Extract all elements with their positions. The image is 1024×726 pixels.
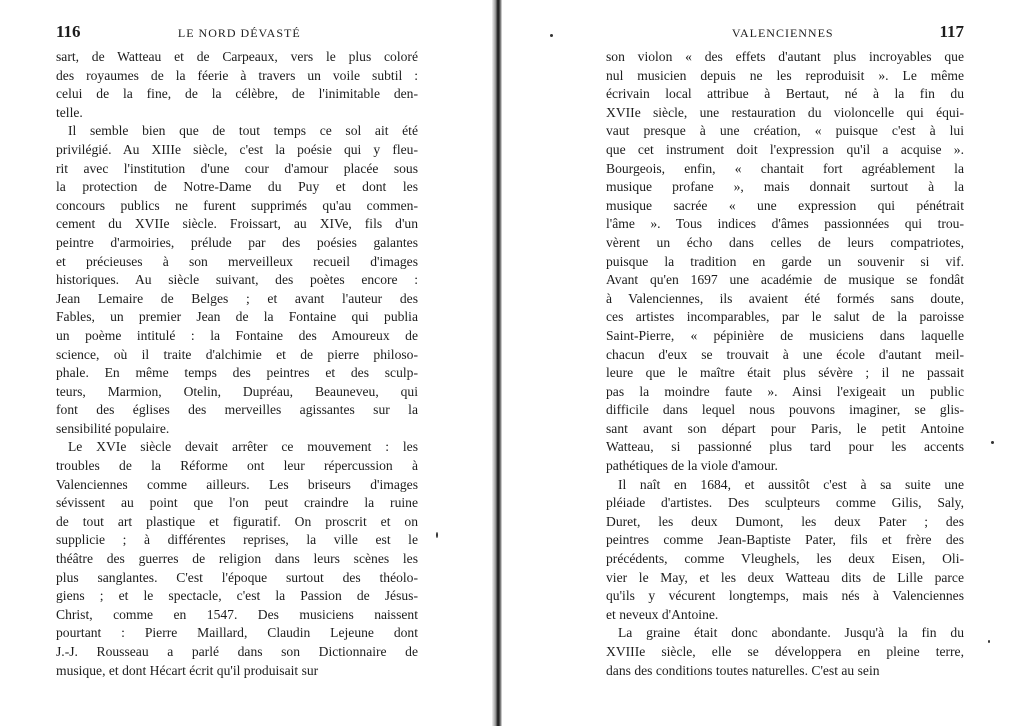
text-line: de tout art plastique et figuratif. On proscrit et on [56, 513, 418, 529]
paper-speck [550, 34, 553, 37]
text-line: XVIIIe siècle, elle se développera en pleine terre, [606, 644, 964, 659]
text-line: vaut presque à une création, « puisque c'est à lui [606, 123, 964, 139]
text-line: pathétiques de la viole d'amour. [606, 458, 778, 474]
book-gutter [492, 0, 502, 726]
text-line: précédents, comme Vleughels, les deux Eisen, Oli- [606, 551, 964, 567]
text-line: Duret, les deux Dumont, les deux Pater ; des [606, 513, 964, 529]
text-line: musique sacrée « une expression qui pénétrait [606, 197, 964, 213]
text-line: chacun d'eux se trouvait à une école d'autant meil- [606, 346, 964, 362]
text-line: teurs, Marmion, Otelin, Dupréau, Beauneveu, qui [56, 383, 418, 399]
text-line: puisque la tradition en garde un souvenir si vif. [606, 253, 964, 269]
right-running-title: VALENCIENNES [731, 26, 834, 40]
text-line: rit avec l'institution d'une cour d'amour placée sous [56, 160, 418, 176]
text-line: peintre d'armoiries, prélude par des poésies galantes [56, 234, 418, 250]
text-line: la protection de Notre-Dame du Puy et dont les [56, 179, 418, 195]
text-line: vier le May, et les deux Watteau dits de Lille parce [606, 569, 964, 585]
text-line: Watteau, si passionné plus tard pour les accents [606, 439, 964, 455]
text-line: musique, et dont Hécart écrit qu'il produisait sur [56, 662, 319, 678]
text-line: sant avant son départ pour Paris, le petit Antoine [606, 420, 964, 436]
text-line: La graine était donc abondante. Jusqu'à la fin du [618, 625, 964, 641]
text-line: J.-J. Rousseau a parlé dans son Dictionnaire de [56, 644, 418, 659]
text-line: sensibilité populaire. [56, 420, 170, 436]
text-line: Jean Lemaire de Belges ; et avant l'auteur des [56, 290, 418, 306]
text-line: science, où il traite d'alchimie et de pierre philoso- [56, 346, 418, 362]
text-line: sévissent au point que l'on peut craindre la ruine [56, 495, 418, 511]
text-line: giens ; et le spectacle, c'est la Passion de Jésus- [56, 588, 418, 604]
right-page [606, 22, 964, 680]
left-page-number: 116 [56, 22, 81, 41]
text-line: à Valenciennes, ils avaient été formés sans doute, [606, 290, 964, 306]
left-page-text [56, 48, 418, 680]
paper-speck [988, 640, 990, 643]
text-line: et neveux d'Antoine. [606, 606, 719, 622]
right-page-text [606, 48, 964, 680]
text-line: XVIIe siècle, une restauration du violoncelle qui équi- [606, 104, 964, 120]
text-line: Saint-Pierre, « pépinière de musiciens dans laquelle [606, 327, 964, 343]
text-line: Il naît en 1684, et aussitôt c'est à sa suite une [618, 476, 964, 492]
text-line: peintres comme Jean-Baptiste Pater, fils et frère des [606, 532, 964, 548]
text-line: vèrent un écho dans celles de leurs compatriotes, [606, 234, 964, 250]
text-line: ces artistes incomparables, par le salut de la paroisse [606, 309, 964, 325]
text-line: troubles de la Réforme ont leur répercussion à [56, 458, 418, 474]
text-line: son violon « des effets d'autant plus incroyables que [606, 49, 964, 64]
text-line: musique profane », mais donnait surtout à la [606, 179, 964, 195]
text-line: nul musicien depuis ne les reproduisit ». Le même [606, 67, 964, 83]
text-line: que cet instrument doit l'expression qu'il a acquise ». [606, 141, 964, 157]
right-running-head [606, 22, 964, 48]
text-line: supplicie ; à différentes reprises, la ville est le [56, 532, 418, 548]
text-line: privilégié. Au XIIIe siècle, c'est la poésie qui y fleu- [56, 141, 418, 157]
text-line: celui de la fine, de la célèbre, de l'inimitable den- [56, 86, 418, 102]
text-line: écrivain local attribue à Bertaut, né à la fin du [606, 86, 964, 102]
text-line: cement du XVIIe siècle. Froissart, au XIVe, fils d'un [56, 216, 418, 232]
text-line: plus sanglantes. C'est l'époque surtout des théolo- [56, 569, 418, 585]
text-line: un poème intitulé : la Fontaine des Amoureux de [56, 327, 418, 343]
text-line: telle. [56, 104, 83, 120]
text-line: sart, de Watteau et de Carpeaux, vers le plus coloré [56, 49, 418, 64]
text-line: leure que le maître était plus sévère ; il ne passait [606, 365, 964, 381]
text-line: l'âme ». Tous indices d'âmes passionnées qui trou- [606, 216, 964, 232]
text-line: des royaumes de la féerie à travers un voile subtil : [56, 67, 418, 83]
left-running-head [56, 22, 418, 48]
text-line: Avant qu'en 1697 une académie de musique se fondât [606, 272, 964, 288]
text-line: théâtre des guerres de religion dans leurs scènes les [56, 551, 418, 567]
left-running-title: LE NORD DÉVASTÉ [177, 26, 301, 40]
text-line: concours publics ne furent supprimés qu'au commen- [56, 197, 418, 213]
text-line: phale. En même temps des peintres et des sculp- [56, 365, 418, 381]
text-line: pas la moindre faute ». Ainsi l'exigeait un public [606, 383, 964, 399]
right-page-number: 117 [939, 22, 964, 41]
paper-speck [436, 532, 438, 538]
text-line: Le XVIe siècle devait arrêter ce mouvement : les [68, 439, 418, 455]
left-page [56, 22, 418, 680]
text-line: Valenciennes comme ailleurs. Les briseurs d'images [56, 476, 418, 492]
text-line: Bourgeois, enfin, « chantait fort agréablement la [606, 160, 964, 176]
text-line: qu'ils y vécurent longtemps, mais nés à Valenciennes [606, 588, 964, 604]
text-line: font des églises des merveilles agissantes sur la [56, 402, 418, 418]
paper-speck [991, 441, 994, 444]
text-line: Christ, comme en 1547. Des musiciens naissent [56, 606, 418, 622]
text-line: Il semble bien que de tout temps ce sol ait été [68, 123, 418, 139]
text-line: dans des conditions toutes naturelles. C'est au sein [606, 662, 880, 678]
text-line: pourtant : Pierre Maillard, Claudin Lejeune dont [56, 625, 418, 641]
text-line: et précieuses à son merveilleux recueil d'images [56, 253, 418, 269]
text-line: difficile dans lequel nous pouvons imaginer, se glis- [606, 402, 964, 418]
text-line: pléiade d'artistes. Des sculpteurs comme Gilis, Saly, [606, 495, 964, 511]
text-line: historiques. Au siècle suivant, des poètes encore : [56, 272, 418, 288]
text-line: Fables, un premier Jean de la Fontaine qui publia [56, 309, 418, 325]
